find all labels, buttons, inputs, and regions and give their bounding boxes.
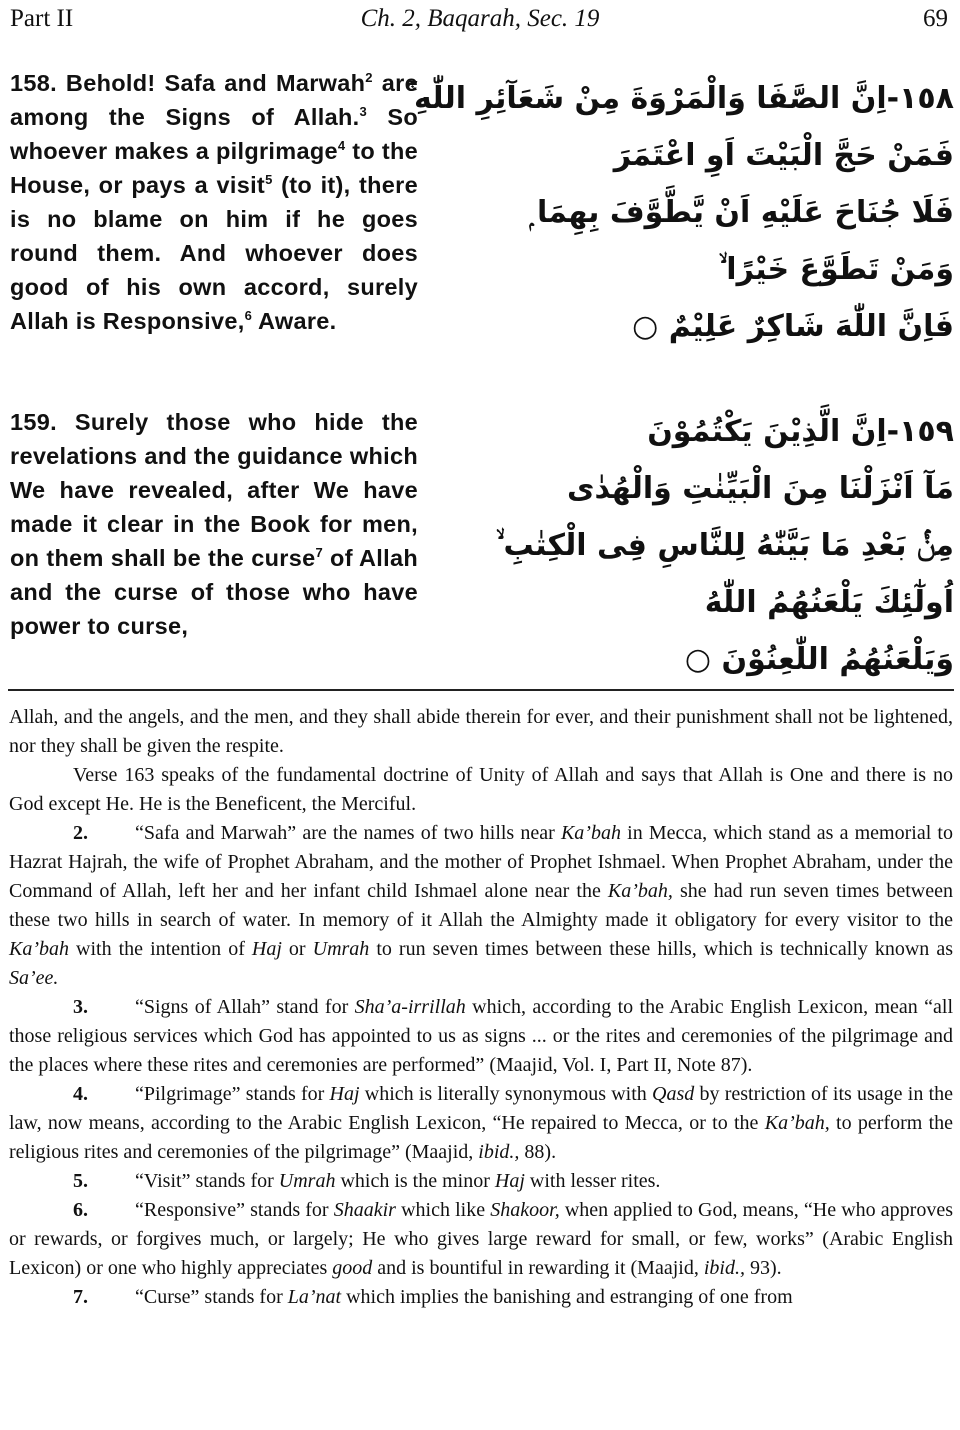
text-run: which implies the banishing and estranging of one from (341, 1286, 793, 1308)
italic-term: Shakoor, (490, 1199, 560, 1221)
page-header (0, 0, 960, 40)
text-run: Allah, and the angels, and the men, and they shall abide therein for ever, and their punishment shall not be lightened, nor they shall be given the respite. (9, 706, 953, 757)
footnote-ref: 5 (265, 172, 273, 187)
text-run: with the intention of (69, 938, 252, 960)
italic-term: Qasd (652, 1083, 695, 1105)
text-run: (to it), there is no blame on him if he goes round them. And whoever does good of his own accord, surely Allah is Responsive, (10, 172, 418, 334)
text-run: by restriction of its usage in the law, now means, according to the Arabic English Lexicon, “He repaired to Mecca, or to the (9, 1083, 954, 1134)
footnote-paragraph (9, 819, 953, 993)
text-run: So whoever makes a pilgrimage (10, 104, 418, 164)
italic-term: Ka’bah (560, 822, 621, 844)
text-run: 93). (744, 1257, 782, 1279)
arabic-verse-line: فَمَنْ حَجَّ الْبَيْتَ اَوِ اعْتَمَرَ (613, 138, 954, 173)
verse-159-arabic (470, 403, 954, 688)
footnote-paragraph (9, 761, 953, 819)
italic-term: Ka’bah, (764, 1112, 830, 1134)
text-run: when applied to God, means, “He who approves or rewards, or forgives much, or largely; He who gives large reward for small, or few, works” (Arabic English Lexicon) or one who highly appreciates (9, 1199, 953, 1279)
part-label: Part II (10, 5, 74, 32)
text-run: 88). (519, 1141, 557, 1163)
italic-term: Haj (329, 1083, 360, 1105)
text-run: Aware. (252, 308, 337, 334)
italic-term: La’nat (287, 1286, 342, 1308)
text-run: “Signs of Allah” stand for (135, 996, 355, 1018)
footnote-divider (8, 689, 954, 691)
text-run: to the House, or pays a visit (10, 138, 418, 198)
italic-term: ibid., (703, 1257, 745, 1279)
text-run: which, according to the Arabic English Lexicon, mean “all those religious services which God has appointed to us as signs ... or the rites and ceremonies of the pilgrimage and the places where these rites and ceremonies are performed” (Maajid, Vol. I, Part II, Note 87). (9, 996, 954, 1076)
footnote-number: 6. (73, 1199, 88, 1221)
italic-term: Ka’bah (9, 938, 69, 960)
text-run: and is bountiful in rewarding it (Maajid, (372, 1257, 704, 1279)
footnote-paragraph (9, 1167, 953, 1196)
footnote-ref: 4 (337, 138, 346, 153)
footnote-number: 3. (73, 996, 88, 1018)
footnote-number: 5. (73, 1170, 88, 1192)
arabic-verse-line: ١٥٨-اِنَّ الصَّفَا وَالْمَرْوَةَ مِنْ شَعَآئِرِ اللّٰهِ ۚ (406, 81, 954, 116)
chapter-section-title: Ch. 2, Baqarah, Sec. 19 (360, 5, 600, 32)
footnote-ref: 2 (365, 70, 373, 85)
italic-term: Shaakir (333, 1199, 396, 1221)
text-run: Verse 163 speaks of the fundamental doctrine of Unity of Allah and says that Allah is One and there is no God except He. He is the Beneficent, the Merciful. (9, 764, 953, 815)
text-run: which is the minor (335, 1170, 495, 1192)
arabic-verse-line: مِنْۢ بَعْدِ مَا بَيَّنّٰهُ لِلنَّاسِ فِى الْكِتٰبِ ۙ (496, 528, 954, 563)
italic-term: Umrah (312, 938, 370, 960)
footnote-number: 7. (73, 1286, 88, 1308)
text-run: to perform the religious rites and ceremonies of the pilgrimage” (Maajid, (9, 1112, 954, 1163)
arabic-verse-line: فَاِنَّ اللّٰهَ شَاكِرٌ عَلِيْمٌ ○ (632, 309, 954, 344)
italic-term: ibid., (478, 1141, 520, 1163)
text-run: 158. Behold! Safa and Marwah (10, 70, 366, 96)
text-run: or (281, 938, 313, 960)
text-run: “Safa and Marwah” are the names of two hills near (135, 822, 561, 844)
verse-158-english (10, 66, 418, 338)
text-run: of Allah and the curse of those who have power to curse, (10, 545, 418, 639)
italic-term: good (332, 1257, 373, 1279)
italic-term: Haj (494, 1170, 525, 1192)
text-run: “Responsive” stands for (135, 1199, 334, 1221)
text-run: “Visit” stands for (135, 1170, 279, 1192)
arabic-verse-line: وَمَنْ تَطَوَّعَ خَيْرًا ۙ (718, 252, 954, 287)
text-run: in Mecca, which stand as a memorial to Hazrat Hajrah, the wife of Prophet Abraham, and the mother of Prophet Ishmael. When Prophet Abraham, under the Command of Allah, left her and her infant child Ishmael alone near the (9, 822, 953, 902)
text-run: are among the Signs of Allah. (10, 70, 418, 130)
text-run: to run seven times between these hills, which is technically known as (369, 938, 953, 960)
footnote-paragraph (9, 1196, 953, 1283)
text-run: with lesser rites. (524, 1170, 661, 1192)
arabic-verse-line: ١٥٩-اِنَّ الَّذِيْنَ يَكْتُمُوْنَ (647, 414, 954, 449)
verse-159-english (10, 405, 418, 643)
italic-term: Sa’ee. (9, 967, 59, 989)
footnote-paragraph (9, 703, 953, 761)
italic-term: Umrah (278, 1170, 336, 1192)
footnote-ref: 6 (244, 308, 253, 323)
footnote-paragraph (9, 993, 953, 1080)
text-run: she had run seven times between these two hills in search of water. In memory of it Allah the Almighty made it obligatory for every visitor to the (9, 880, 954, 931)
italic-term: Haj (251, 938, 282, 960)
footnote-paragraph (9, 1283, 953, 1312)
footnote-number: 2. (73, 822, 88, 844)
footnote-number: 4. (73, 1083, 88, 1105)
footnote-paragraph (9, 1080, 953, 1167)
text-run: which like (395, 1199, 491, 1221)
verse-158-arabic (406, 70, 954, 355)
arabic-verse-line: فَلَا جُنَاحَ عَلَيْهِ اَنْ يَّطَّوَّفَ بِهِمَا ۭ (529, 195, 954, 230)
arabic-verse-line: مَآ اَنْزَلْنَا مِنَ الْبَيِّنٰتِ وَالْهُدٰى (566, 471, 954, 506)
text-run: 159. Surely those who hide the revelations and the guidance which We have revealed, after We have made it clear in the Book for men, on them shall be the curse (10, 409, 418, 571)
footnote-ref: 7 (315, 545, 323, 560)
arabic-verse-line: اُولٰٓئِكَ يَلْعَنُهُمُ اللّٰهُ (704, 585, 954, 620)
text-run: which is literally synonymous with (359, 1083, 652, 1105)
footnote-ref: 3 (359, 104, 367, 119)
page-number: 69 (923, 5, 948, 32)
italic-term: Sha’a-irrillah (354, 996, 466, 1018)
text-run: “Pilgrimage” stands for (135, 1083, 330, 1105)
arabic-verse-line: وَيَلْعَنُهُمُ اللّٰعِنُوْنَ ○ (684, 642, 954, 677)
italic-term: Ka’bah, (607, 880, 673, 902)
footnotes (9, 703, 953, 1312)
text-run: “Curse” stands for (135, 1286, 288, 1308)
